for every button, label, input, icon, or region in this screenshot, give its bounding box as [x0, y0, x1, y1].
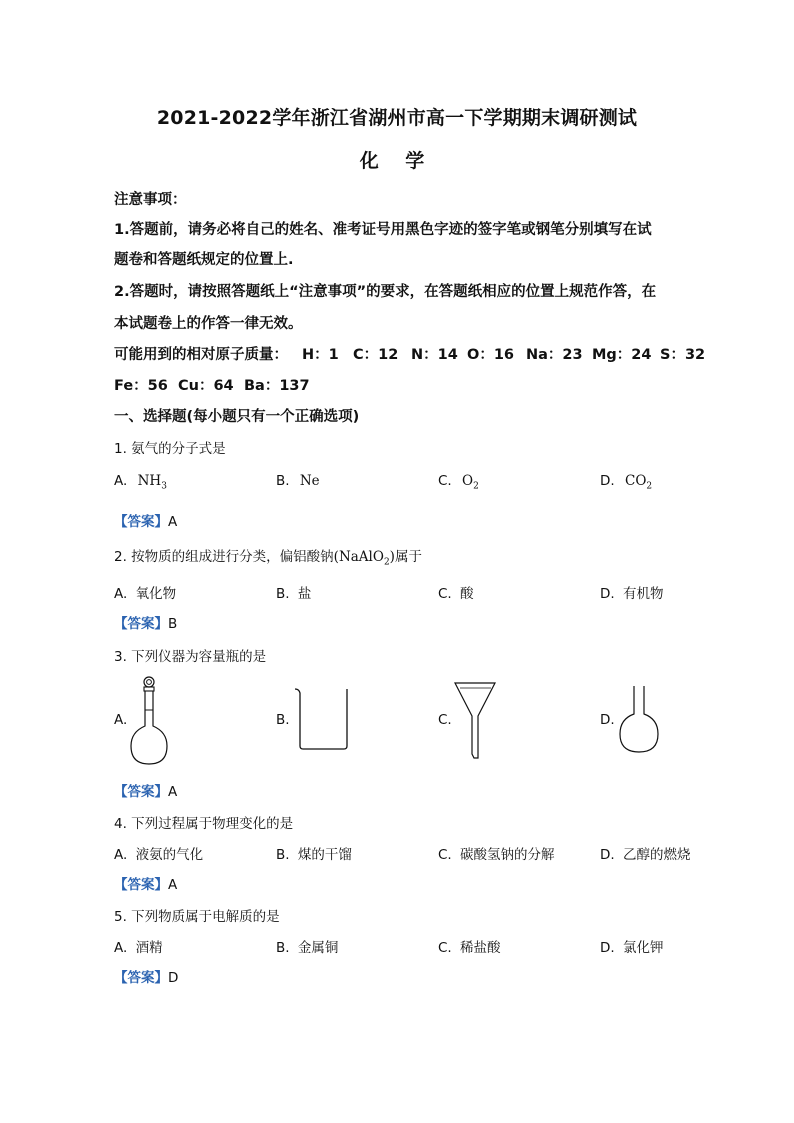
option-formula-subscript: 2	[646, 481, 653, 492]
atomic-mass-label: 可能用到的相对原子质量：	[114, 347, 288, 363]
question-3-option-b-letter[interactable]: B.	[276, 712, 290, 728]
option-formula: CO	[624, 473, 647, 489]
section-heading: 一、选择题(每小题只有一个正确选项)	[114, 409, 360, 425]
option-formula: NH	[137, 473, 162, 489]
question-2-stem	[114, 545, 422, 568]
atomic-mass-h: H：1	[302, 347, 339, 363]
atomic-mass-fe: Fe：56	[114, 378, 168, 394]
question-4-stem: 4. 下列过程属于物理变化的是	[114, 816, 294, 832]
notice-item-2-line-2: 本试题卷上的作答一律无效。	[114, 316, 303, 332]
question-2-formula-close: )	[389, 549, 395, 565]
option-text: 碳酸氢钠的分解	[460, 847, 555, 863]
question-2-option-a[interactable]	[114, 582, 176, 602]
question-2-formula-subscript: 2	[383, 557, 390, 568]
option-letter: D.	[600, 847, 615, 863]
option-text: 有机物	[622, 586, 664, 602]
question-5-answer	[114, 966, 178, 986]
question-2-option-d[interactable]	[600, 582, 663, 602]
atomic-mass-s: S：32	[660, 347, 706, 363]
option-letter: B.	[276, 586, 290, 602]
question-4-option-a[interactable]	[114, 843, 203, 863]
question-3-option-d-letter[interactable]: D.	[600, 712, 615, 728]
option-letter: C.	[438, 847, 452, 863]
question-2-option-c[interactable]	[438, 582, 474, 602]
option-letter: D.	[600, 473, 615, 489]
atomic-mass-n: N：14	[411, 347, 458, 363]
answer-label: 【答案】	[114, 784, 168, 800]
answer-label: 【答案】	[114, 970, 168, 986]
question-1-option-a[interactable]	[114, 473, 167, 492]
answer-label: 【答案】	[114, 514, 168, 530]
atomic-mass-cu: Cu：64	[178, 378, 234, 394]
page-title: 2021-2022学年浙江省湖州市高一下学期期末调研测试	[156, 107, 638, 129]
notice-item-1-line-1: 1.答题前，请务必将自己的姓名、准考证号用黑色字迹的签字笔或钢笔分别填写在试	[114, 222, 652, 238]
option-letter: A.	[114, 586, 128, 602]
atomic-mass-c: C：12	[353, 347, 399, 363]
question-3-stem: 3. 下列仪器为容量瓶的是	[114, 649, 267, 665]
option-formula-subscript: 3	[161, 481, 167, 492]
question-1-stem: 1. 氨气的分子式是	[114, 441, 226, 457]
notice-item-2-line-1: 2.答题时，请按照答题纸上“注意事项”的要求，在答题纸相应的位置上规范作答，在	[114, 284, 657, 300]
question-1-option-d[interactable]	[600, 473, 652, 492]
option-letter: B.	[276, 940, 290, 956]
question-1-answer	[114, 510, 177, 530]
option-letter: D.	[600, 940, 615, 956]
option-text: 乙醇的燃烧	[622, 847, 691, 863]
option-formula: Ne	[299, 473, 320, 489]
option-text: 煤的干馏	[297, 847, 352, 863]
atomic-mass-na: Na：23	[526, 347, 583, 363]
atomic-mass-mg: Mg：24	[592, 347, 652, 363]
option-letter: C.	[438, 473, 452, 489]
question-4-option-b[interactable]	[276, 843, 352, 863]
question-5-option-a[interactable]	[114, 936, 163, 956]
question-2-option-b[interactable]	[276, 582, 311, 602]
question-5-option-c[interactable]	[438, 936, 501, 956]
question-2-formula: (NaAlO	[333, 549, 384, 565]
atomic-mass-ba: Ba：137	[244, 378, 310, 394]
round-bottom-flask-icon[interactable]	[617, 684, 661, 754]
option-text: 液氨的气化	[135, 847, 204, 863]
question-5-option-b[interactable]	[276, 936, 338, 956]
option-text: 氧化物	[135, 586, 177, 602]
question-1-option-c[interactable]	[438, 473, 479, 492]
option-text: 酸	[460, 586, 474, 602]
answer-value: D	[168, 970, 179, 986]
beaker-icon[interactable]	[293, 686, 353, 752]
volumetric-flask-icon[interactable]	[128, 674, 172, 766]
question-4-option-d[interactable]	[600, 843, 690, 863]
question-4-option-c[interactable]	[438, 843, 555, 863]
funnel-icon[interactable]	[452, 680, 498, 762]
subject-title: 化 学	[359, 150, 435, 172]
question-5-option-d[interactable]	[600, 936, 663, 956]
answer-value: A	[168, 877, 178, 893]
notice-item-1-line-2: 题卷和答题纸规定的位置上.	[114, 252, 294, 268]
answer-value: B	[168, 616, 178, 632]
option-letter: A.	[114, 940, 128, 956]
notice-heading: 注意事项：	[114, 192, 187, 208]
answer-label: 【答案】	[114, 616, 168, 632]
question-1-option-b[interactable]	[276, 473, 320, 489]
option-text: 酒精	[135, 940, 163, 956]
option-letter: D.	[600, 586, 615, 602]
question-3-option-a-letter[interactable]: A.	[114, 712, 128, 728]
option-letter: A.	[114, 473, 128, 489]
option-letter: B.	[276, 847, 290, 863]
answer-value: A	[168, 784, 178, 800]
option-letter: A.	[114, 847, 128, 863]
question-2-stem-tail: 属于	[394, 549, 422, 565]
option-formula: O	[462, 473, 474, 489]
atomic-mass-o: O：16	[467, 347, 515, 363]
answer-label: 【答案】	[114, 877, 168, 893]
question-4-answer	[114, 873, 177, 893]
question-2-answer	[114, 612, 177, 632]
option-text: 盐	[297, 586, 312, 602]
option-letter: C.	[438, 940, 452, 956]
option-letter: C.	[438, 586, 452, 602]
option-text: 氯化钾	[622, 940, 664, 956]
question-3-answer	[114, 780, 177, 800]
option-formula-subscript: 2	[473, 481, 479, 492]
option-text: 金属铜	[297, 940, 339, 956]
option-text: 稀盐酸	[460, 940, 501, 956]
question-3-option-c-letter[interactable]: C.	[438, 712, 452, 728]
question-5-stem: 5. 下列物质属于电解质的是	[114, 909, 280, 925]
question-2-stem-text: 2. 按物质的组成进行分类，偏铝酸钠	[114, 549, 334, 565]
answer-value: A	[168, 514, 178, 530]
option-letter: B.	[276, 473, 290, 489]
